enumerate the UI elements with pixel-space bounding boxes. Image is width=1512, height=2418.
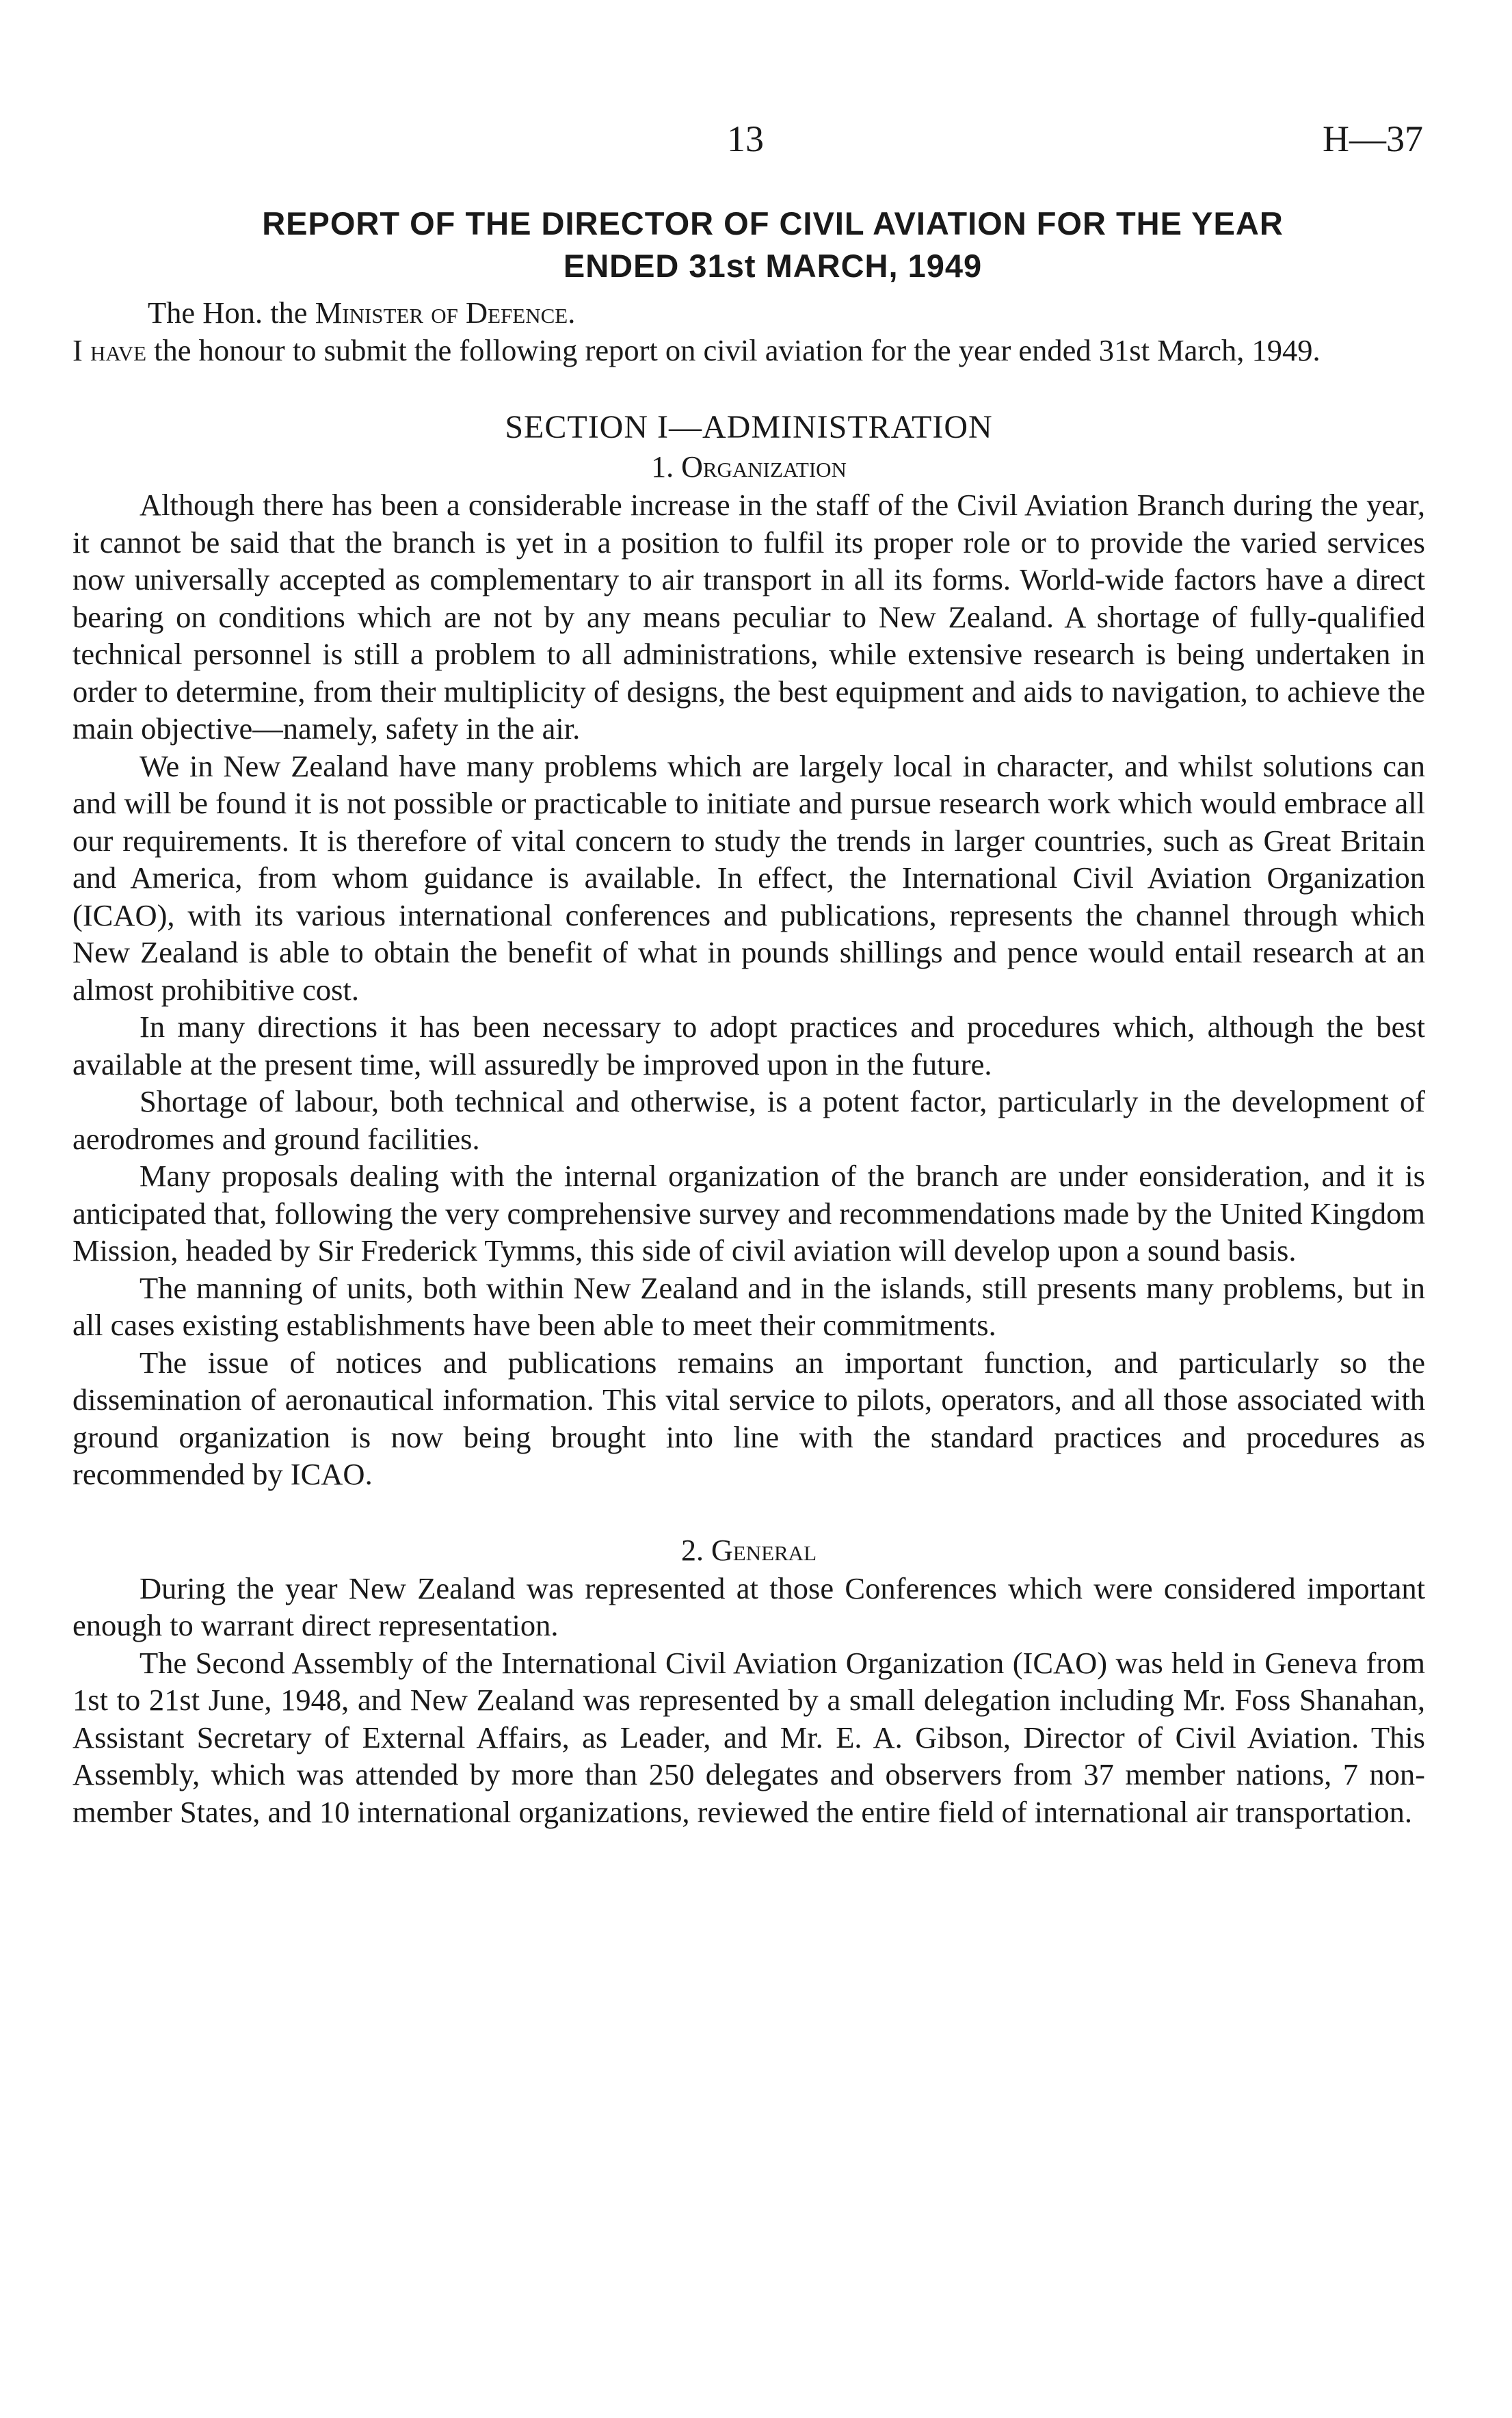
intro-text: the honour to submit the following report on civil aviation for the year ended 31st March, 1949.: [146, 332, 1321, 367]
addressee-office: Minister of Defence.: [315, 295, 576, 330]
report-body: [72, 294, 1425, 1830]
section-heading: SECTION I—ADMINISTRATION: [505, 409, 993, 445]
organization-paragraph: The manning of units, both within New Zealand and in the islands, still presents many problems, but in all cases existing establishments have been able to meet their commitments.: [72, 1270, 1425, 1342]
report-title-line-1: REPORT OF THE DIRECTOR OF CIVIL AVIATION FOR THE YEAR: [262, 205, 1284, 241]
addressee-prefix: The Hon. the: [148, 295, 315, 330]
organization-paragraph: Many proposals dealing with the internal organization of the branch are under eonsideration, and it is anticipated that, following the very comprehensive survey and recommendations made by the United Kingdom Mission, headed by Sir Frederick Tymms, this side of civil aviation will develop upon a sound basis.: [72, 1159, 1425, 1267]
intro-paragraph: [72, 332, 1425, 369]
general-paragraph: The Second Assembly of the International Civil Aviation Organization (ICAO) was held in Geneva from 1st to 21st June, 1948, and New Zealand was represented by a small delegation including Mr. Foss Shanahan, Assistant Secretary of External Affairs, as Leader, and Mr. E. A. Gibson, Director of Civil Aviation. This Assembly, which was attended by more than 250 delegates and observers from 37 member nations, 7 non-member States, and 10 international organizations, reviewed the entire field of international air transportation.: [72, 1645, 1425, 1829]
organization-paragraph: We in New Zealand have many problems which are largely local in character, and whilst solutions can and will be found it is not possible or practicable to initiate and pursue research work which would embrace all our requirements. It is therefore of vital concern to study the trends in larger countries, such as Great Britain and America, from whom guidance is available. In effect, the International Civil Aviation Organization (ICAO), with its various international conferences and publications, represents the channel through which New Zealand is able to obtain the benefit of what in pounds shillings and pence would entail research at an almost prohibitive cost.: [72, 748, 1425, 1007]
page-number: 13: [727, 118, 764, 159]
addressee-line: [148, 294, 1425, 332]
organization-paragraph: The issue of notices and publications remains an important function, and particularly so the dissemination of aeronautical information. This vital service to pilots, operators, and all those associated with ground organization is now being brought into line with the standard practices and procedures as recommended by ICAO.: [72, 1345, 1425, 1491]
organization-paragraph: In many directions it has been necessary to adopt practices and procedures which, although the best available at the present time, will assuredly be improved upon in the future.: [72, 1010, 1425, 1081]
organization-paragraph: Shortage of labour, both technical and otherwise, is a potent factor, particularly in the development of aerodromes and ground facilities.: [72, 1084, 1425, 1156]
organization-paragraph: Although there has been a considerable increase in the staff of the Civil Aviation Branch during the year, it cannot be said that the branch is yet in a position to fulfil its proper role or to provide the varied services now universally accepted as complementary to air transport in all its forms. World-wide factors have a direct bearing on conditions which are not by any means peculiar to New Zealand. A shortage of fully-qualified technical personnel is still a problem to all administrations, while extensive research is being undertaken in order to determine, from their multiplicity of designs, the best equipment and aids to navigation, to achieve the main objective—namely, safety in the air.: [72, 488, 1425, 746]
general-heading: 2. General: [680, 1533, 817, 1567]
document-reference: H—37: [1323, 118, 1423, 159]
page-header: [0, 115, 1512, 163]
intro-lead: I have: [72, 332, 147, 367]
report-title: [123, 202, 1422, 287]
organization-heading: 1. Organization: [651, 450, 847, 484]
report-title-line-2: ENDED 31st MARCH, 1949: [563, 248, 983, 284]
general-paragraph: During the year New Zealand was represented at those Conferences which were considered important enough to warrant direct representation.: [72, 1571, 1425, 1642]
